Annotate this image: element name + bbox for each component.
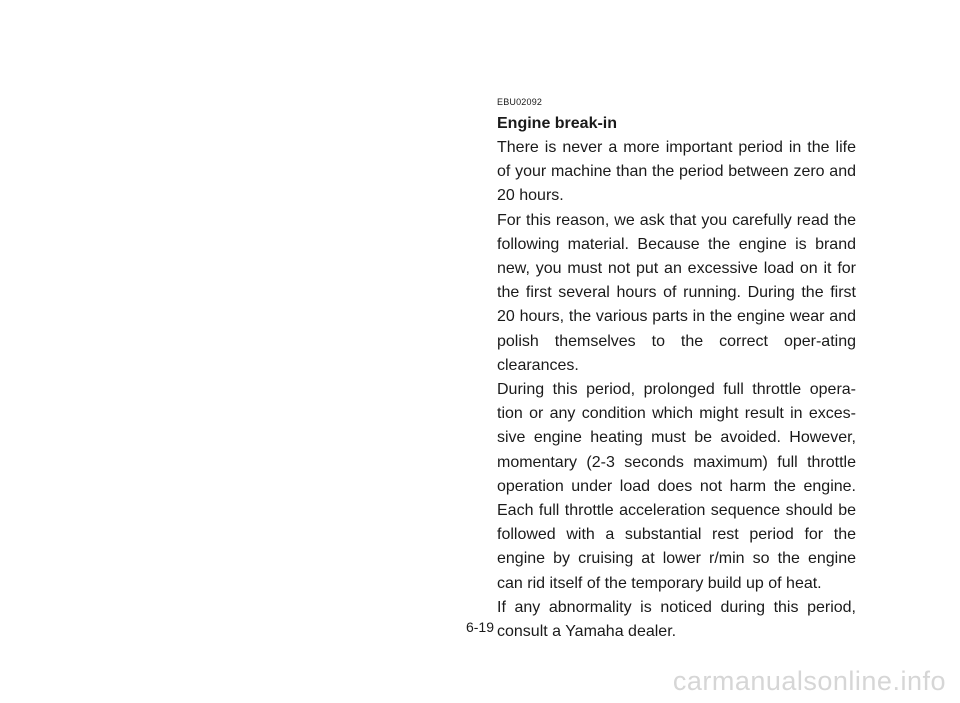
section-code: EBU02092 [497,97,543,107]
watermark-text: carmanualsonline.info [672,666,946,696]
page-number: 6-19 [465,619,495,635]
paragraph-throttle: During this period, prolonged full throttle opera-tion or any condition which might result in exces-sive engine heating must be avoided. However, momentary (2-3 seconds maximum) full throttle operation under load does not harm the engine. Each full throttle acceleration sequence should be followed with a substantial rest period for the engine by cruising at lower r/min so the engine can rid itself of the temporary build up of heat. [497,381,856,592]
paragraph-load: For this reason, we ask that you carefully read the following material. Because the engine is brand new, you must not put an excessive load on it for the first several hours of running. During the first 20 hours, the various parts in the engine wear and polish themselves to the correct oper-ating clearances. [497,211,856,374]
paragraph-dealer: If any abnormality is noticed during this period, consult a Yamaha dealer. [497,598,856,641]
section-content [497,96,856,644]
paragraph-intro: There is never a more important period in the life of your machine than the period between zero and 20 hours. [497,139,856,205]
section-heading: Engine break-in [497,115,618,132]
